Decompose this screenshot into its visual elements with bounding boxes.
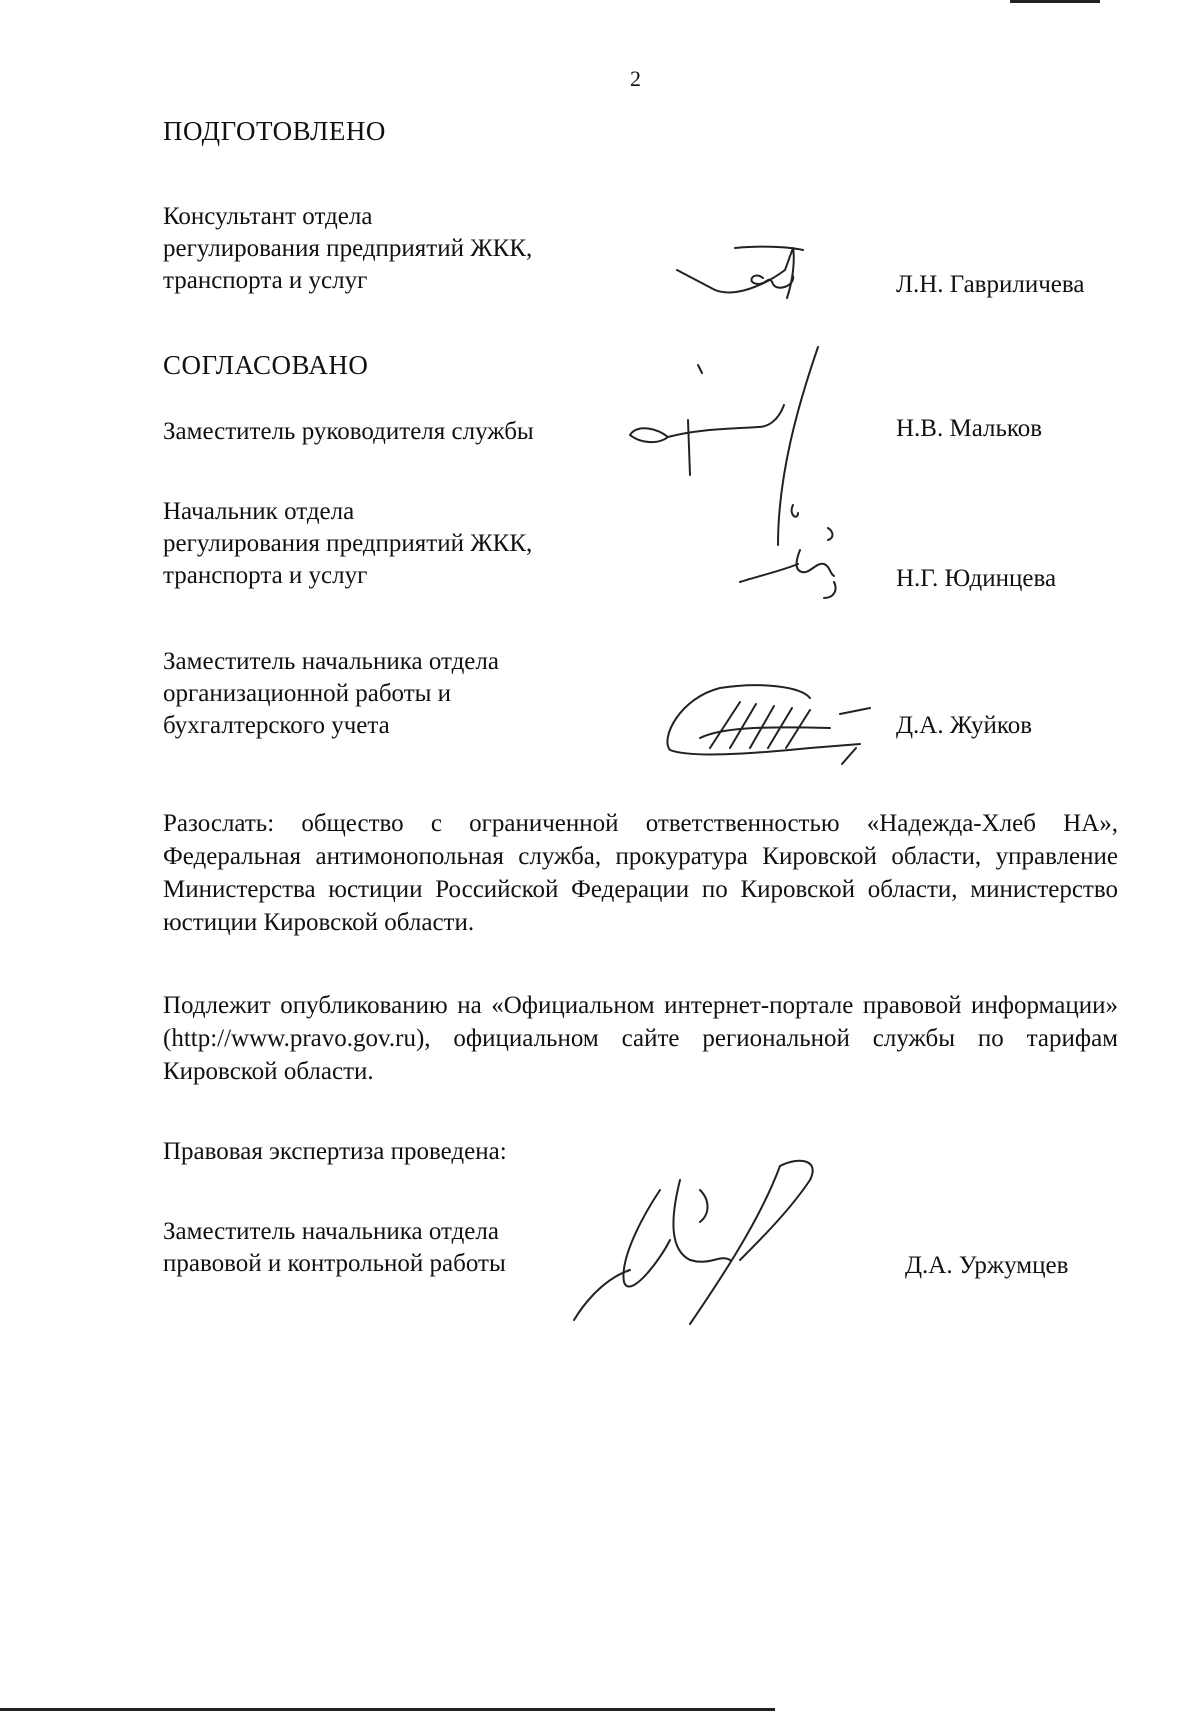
scan-artifact-bottom [0, 1708, 775, 1711]
position-line: организационной работы и [163, 680, 452, 707]
position-line: регулирования предприятий ЖКК, [163, 530, 533, 557]
agreed-signer-2-position [163, 496, 532, 592]
scan-artifact-top [1010, 0, 1100, 3]
signature-zhuikov [660, 678, 890, 768]
position-line: бухгалтерского учета [163, 712, 390, 739]
signer-name: Л.Н. Гавриличева [896, 271, 1085, 298]
signer-name: Н.В. Мальков [896, 415, 1043, 442]
distribution-paragraph: Разослать: общество с ограниченной ответственностью «Надежда-Хлеб НА», Федеральная антимонопольная служба, прокуратура Кировской области, управление Министерства юстиции Российской Федерации по Кировской области, министерство юстиции Кировской области. [163, 810, 1118, 936]
legal-review-heading: Правовая экспертиза проведена: [163, 1138, 507, 1165]
signature-yudintseva [738, 520, 848, 600]
signer-name: Д.А. Жуйков [896, 712, 1033, 739]
position-line: Заместитель руководителя службы [163, 418, 534, 445]
position-line: Заместитель начальника отдела [163, 648, 499, 675]
legal-review-position [163, 1216, 506, 1280]
agreed-signer-3-position [163, 646, 499, 742]
page-number: 2 [630, 66, 641, 91]
position-line: транспорта и услуг [163, 267, 368, 294]
publication-paragraph: Подлежит опубликованию на «Официальном интернет-портале правовой информации» (http://www.pravo.gov.ru), официальном сайте региональной службы по тарифам Кировской области. [163, 992, 1118, 1085]
agreed-signer-1-position [163, 416, 534, 448]
signer-name: Н.Г. Юдинцева [896, 565, 1057, 592]
signature-gavrilicheva [675, 240, 825, 310]
signer-name: Д.А. Уржумцев [905, 1252, 1069, 1279]
position-line: транспорта и услуг [163, 562, 368, 589]
position-line: Заместитель начальника отдела [163, 1218, 499, 1245]
position-line: регулирования предприятий ЖКК, [163, 235, 533, 262]
position-line: Начальник отдела [163, 498, 355, 525]
position-line: Консультант отдела [163, 203, 373, 230]
position-line: правовой и контрольной работы [163, 1250, 506, 1277]
prepared-position [163, 201, 532, 297]
signature-urzhumtsev [560, 1150, 860, 1330]
prepared-heading: ПОДГОТОВЛЕНО [163, 116, 386, 146]
agreed-heading: СОГЛАСОВАНО [163, 350, 369, 380]
